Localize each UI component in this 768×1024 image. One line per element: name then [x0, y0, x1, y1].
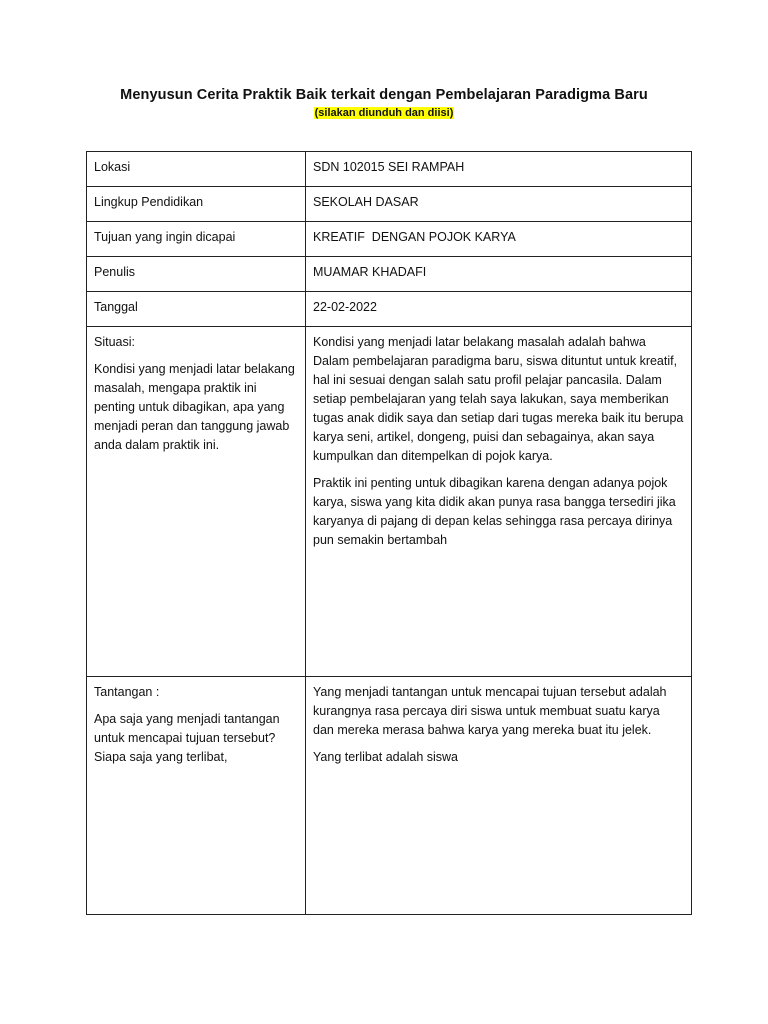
- label-tujuan: Tujuan yang ingin dicapai: [87, 222, 306, 257]
- label-lokasi: Lokasi: [87, 152, 306, 187]
- prompt-situasi: Kondisi yang menjadi latar belakang masalah, mengapa praktik ini penting untuk dibagikan, apa yang menjadi peran dan tanggung jawab anda dalam praktik ini.: [94, 362, 295, 452]
- row-tanggal: [87, 292, 692, 327]
- answer-situasi-paragraph-1: Kondisi yang menjadi latar belakang masalah adalah bahwa Dalam pembelajaran paradigma baru, siswa dituntut untuk kreatif, hal ini sesuai dengan salah satu profil pelajar pancasila. Dalam setiap pembelajaran yang telah saya lakukan, saya memberikan tugas anak didik saya dan setiap dari tugas mereka baik itu berupa karya seni, artikel, dongeng, puisi dan sebagainya, akan saya kumpulkan dan ditempelkan di pojok karya.: [313, 335, 684, 463]
- answer-tantangan-paragraph-2: Yang terlibat adalah siswa: [313, 750, 458, 764]
- value-tanggal: 22-02-2022: [306, 292, 692, 327]
- cell-situasi-answer: [306, 327, 692, 677]
- row-situasi: [87, 327, 692, 677]
- prompt-tantangan: Apa saja yang menjadi tantangan untuk mencapai tujuan tersebut? Siapa saja yang terlibat,: [94, 712, 280, 764]
- label-tanggal: Tanggal: [87, 292, 306, 327]
- value-penulis: MUAMAR KHADAFI: [306, 257, 692, 292]
- highlighted-instruction: (silakan diunduh dan diisi): [314, 107, 454, 119]
- label-situasi: Situasi:: [94, 335, 135, 349]
- value-tujuan: KREATIF DENGAN POJOK KARYA: [306, 222, 692, 257]
- answer-tantangan-paragraph-1: Yang menjadi tantangan untuk mencapai tujuan tersebut adalah kurangnya rasa percaya diri siswa untuk membuat suatu karya dan mereka merasa bahwa karya yang mereka buat itu jelek.: [313, 685, 667, 737]
- row-lokasi: [87, 152, 692, 187]
- label-lingkup: Lingkup Pendidikan: [87, 187, 306, 222]
- row-tujuan: [87, 222, 692, 257]
- row-lingkup: [87, 187, 692, 222]
- document-title: Menyusun Cerita Praktik Baik terkait dengan Pembelajaran Paradigma Baru: [120, 87, 648, 103]
- cell-tantangan-answer: [306, 677, 692, 915]
- label-tantangan: Tantangan :: [94, 685, 160, 699]
- value-lokasi: SDN 102015 SEI RAMPAH: [306, 152, 692, 187]
- value-lingkup: SEKOLAH DASAR: [306, 187, 692, 222]
- label-penulis: Penulis: [87, 257, 306, 292]
- row-tantangan: [87, 677, 692, 915]
- answer-situasi-paragraph-2: Praktik ini penting untuk dibagikan karena dengan adanya pojok karya, siswa yang kita didik akan punya rasa bangga tersediri jika karyanya di pajang di depan kelas sehingga rasa percaya dirinya pun semakin bertambah: [313, 476, 676, 547]
- document-subtitle: [0, 107, 768, 119]
- row-penulis: [87, 257, 692, 292]
- cell-situasi-prompt: [87, 327, 306, 677]
- cell-tantangan-prompt: [87, 677, 306, 915]
- practice-story-table: [86, 151, 692, 915]
